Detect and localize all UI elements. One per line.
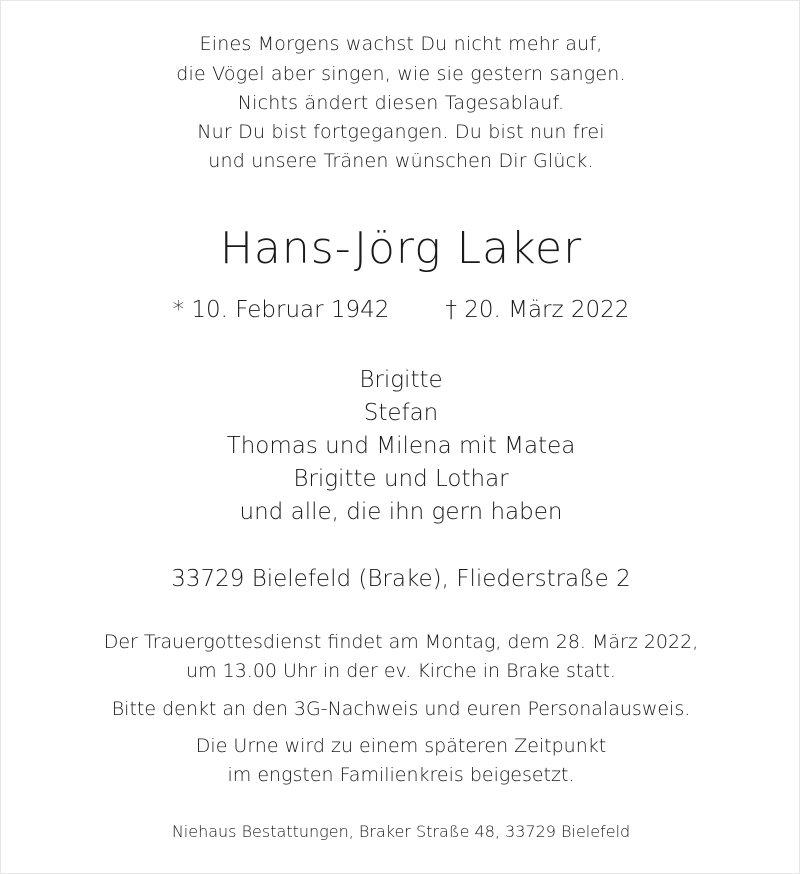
poem-line: Eines Morgens wachst Du nicht mehr auf,: [199, 33, 603, 55]
service-info-line: um 13.00 Uhr in der ev. Kirche in Brake statt.: [186, 660, 616, 682]
life-dates: [1, 297, 800, 323]
deceased-name: Hans-Jörg Laker: [219, 223, 583, 274]
birth-date: * 10. Februar 1942: [172, 297, 390, 323]
3g-notice: Bitte denkt an den 3G-Nachweis und euren Personalausweis.: [111, 698, 691, 720]
urn-info-line: im engsten Familienkreis beigesetzt.: [227, 764, 575, 786]
poem-line: die Vögel aber singen, wie sie gestern sangen.: [176, 63, 626, 85]
mourner-line: Thomas und Milena mit Matea: [226, 433, 576, 459]
undertaker-info: Niehaus Bestattungen, Braker Straße 48, 33729 Bielefeld: [171, 822, 631, 841]
death-date: † 20. März 2022: [445, 297, 630, 323]
mourner-line: und alle, die ihn gern haben: [239, 499, 563, 525]
mourner-line: Brigitte: [359, 367, 443, 393]
poem-line: Nichts ändert diesen Tagesablauf.: [237, 92, 565, 114]
mourner-line: Stefan: [363, 400, 439, 426]
family-address: 33729 Bielefeld (Brake), Fliederstraße 2: [171, 566, 631, 592]
urn-info-line: Die Urne wird zu einem späteren Zeitpunkt: [195, 735, 607, 757]
poem-line: und unsere Tränen wünschen Dir Glück.: [208, 150, 594, 172]
service-info-line: Der Trauergottesdienst findet am Montag, dem 28. März 2022,: [103, 631, 699, 653]
poem-line: Nur Du bist fortgegangen. Du bist nun frei: [197, 121, 605, 143]
mourner-line: Brigitte und Lothar: [293, 466, 509, 492]
